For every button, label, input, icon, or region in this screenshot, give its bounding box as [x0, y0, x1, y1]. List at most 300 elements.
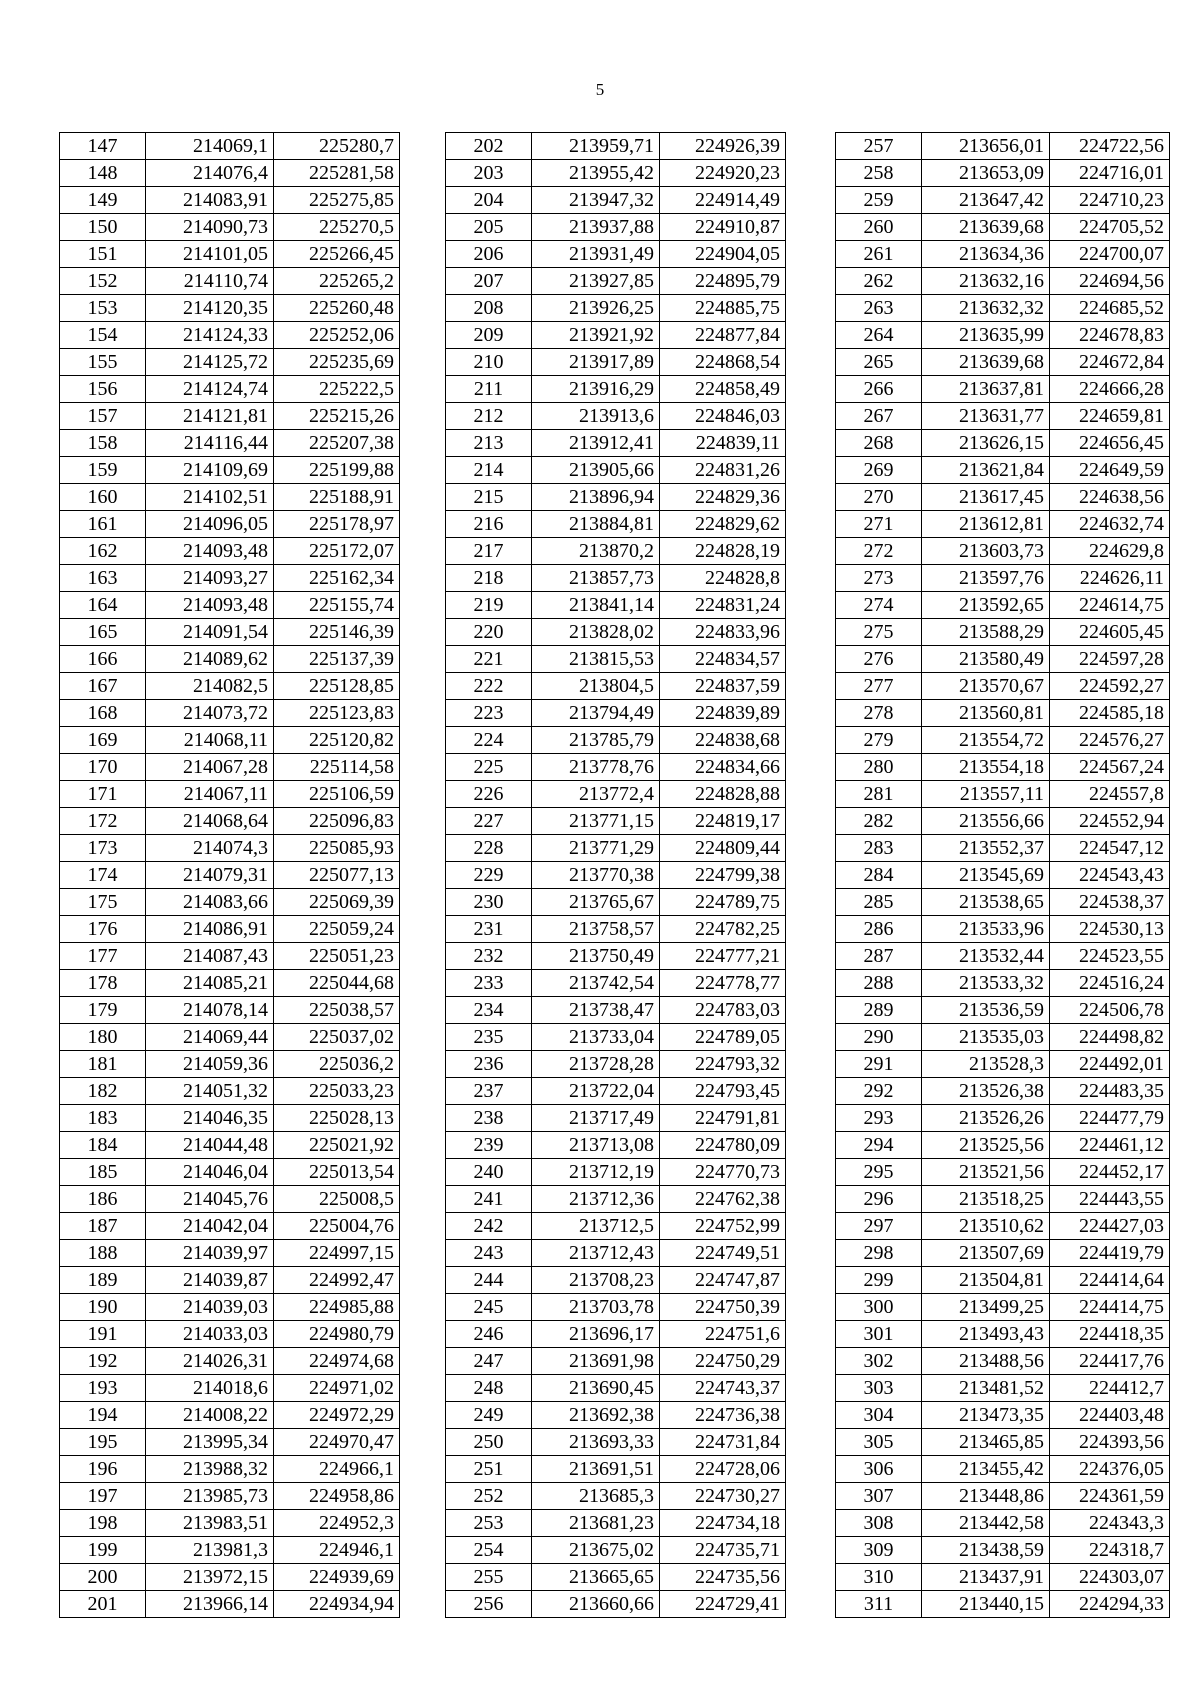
point-number-cell: 284: [836, 862, 922, 889]
point-number-cell: 218: [446, 565, 532, 592]
point-number-cell: 222: [446, 673, 532, 700]
table-row: [446, 970, 786, 997]
table-row: [60, 646, 400, 673]
table-row: [836, 403, 1170, 430]
point-number-cell: 250: [446, 1429, 532, 1456]
point-number-cell: 224: [446, 727, 532, 754]
y-coordinate-cell: 224710,23: [1050, 187, 1170, 214]
y-coordinate-cell: 224722,56: [1050, 133, 1170, 160]
point-number-cell: 157: [60, 403, 146, 430]
x-coordinate-cell: 213693,33: [532, 1429, 660, 1456]
x-coordinate-cell: 213535,03: [922, 1024, 1050, 1051]
table-row: [60, 1213, 400, 1240]
point-number-cell: 161: [60, 511, 146, 538]
x-coordinate-cell: 213621,84: [922, 457, 1050, 484]
point-number-cell: 171: [60, 781, 146, 808]
x-coordinate-cell: 213981,3: [146, 1537, 274, 1564]
x-coordinate-cell: 213557,11: [922, 781, 1050, 808]
y-coordinate-cell: 224716,01: [1050, 160, 1170, 187]
point-number-cell: 244: [446, 1267, 532, 1294]
y-coordinate-cell: 224819,17: [660, 808, 786, 835]
x-coordinate-cell: 213465,85: [922, 1429, 1050, 1456]
y-coordinate-cell: 225235,69: [274, 349, 400, 376]
table-row: [836, 1402, 1170, 1429]
table-row: [446, 1375, 786, 1402]
point-number-cell: 198: [60, 1510, 146, 1537]
y-coordinate-cell: 225096,83: [274, 808, 400, 835]
y-coordinate-cell: 225004,76: [274, 1213, 400, 1240]
y-coordinate-cell: 224877,84: [660, 322, 786, 349]
point-number-cell: 169: [60, 727, 146, 754]
point-number-cell: 264: [836, 322, 922, 349]
table-row: [60, 673, 400, 700]
x-coordinate-cell: 213857,73: [532, 565, 660, 592]
point-number-cell: 276: [836, 646, 922, 673]
point-number-cell: 310: [836, 1564, 922, 1591]
point-number-cell: 187: [60, 1213, 146, 1240]
x-coordinate-cell: 213947,32: [532, 187, 660, 214]
point-number-cell: 172: [60, 808, 146, 835]
x-coordinate-cell: 213438,59: [922, 1537, 1050, 1564]
point-number-cell: 288: [836, 970, 922, 997]
point-number-cell: 294: [836, 1132, 922, 1159]
table-row: [60, 187, 400, 214]
x-coordinate-cell: 213521,56: [922, 1159, 1050, 1186]
point-number-cell: 178: [60, 970, 146, 997]
table-row: [836, 484, 1170, 511]
y-coordinate-cell: 224576,27: [1050, 727, 1170, 754]
table-row: [446, 538, 786, 565]
x-coordinate-cell: 213765,67: [532, 889, 660, 916]
x-coordinate-cell: 213528,3: [922, 1051, 1050, 1078]
x-coordinate-cell: 213692,38: [532, 1402, 660, 1429]
table-row: [446, 754, 786, 781]
table-row: [836, 1240, 1170, 1267]
y-coordinate-cell: 224868,54: [660, 349, 786, 376]
x-coordinate-cell: 213794,49: [532, 700, 660, 727]
x-coordinate-cell: 213770,38: [532, 862, 660, 889]
y-coordinate-cell: 224530,13: [1050, 916, 1170, 943]
x-coordinate-cell: 213592,65: [922, 592, 1050, 619]
y-coordinate-cell: 224700,07: [1050, 241, 1170, 268]
x-coordinate-cell: 213778,76: [532, 754, 660, 781]
y-coordinate-cell: 224946,1: [274, 1537, 400, 1564]
table-row: [60, 1051, 400, 1078]
table-row: [836, 835, 1170, 862]
y-coordinate-cell: 224914,49: [660, 187, 786, 214]
y-coordinate-cell: 224752,99: [660, 1213, 786, 1240]
table-row: [446, 1483, 786, 1510]
point-number-cell: 289: [836, 997, 922, 1024]
point-number-cell: 233: [446, 970, 532, 997]
y-coordinate-cell: 225280,7: [274, 133, 400, 160]
table-row: [836, 1564, 1170, 1591]
table-row: [60, 1159, 400, 1186]
y-coordinate-cell: 225085,93: [274, 835, 400, 862]
table-row: [60, 349, 400, 376]
point-number-cell: 242: [446, 1213, 532, 1240]
x-coordinate-cell: 213690,45: [532, 1375, 660, 1402]
point-number-cell: 206: [446, 241, 532, 268]
point-number-cell: 214: [446, 457, 532, 484]
x-coordinate-cell: 213533,96: [922, 916, 1050, 943]
y-coordinate-cell: 224778,77: [660, 970, 786, 997]
point-number-cell: 219: [446, 592, 532, 619]
y-coordinate-cell: 224834,57: [660, 646, 786, 673]
table-row: [60, 835, 400, 862]
table-row: [446, 457, 786, 484]
y-coordinate-cell: 224538,37: [1050, 889, 1170, 916]
table-row: [836, 295, 1170, 322]
page-number: 5: [595, 80, 605, 99]
table-row: [446, 1051, 786, 1078]
point-number-cell: 149: [60, 187, 146, 214]
x-coordinate-cell: 213588,29: [922, 619, 1050, 646]
table-row: [836, 1132, 1170, 1159]
x-coordinate-cell: 213983,51: [146, 1510, 274, 1537]
x-coordinate-cell: 213712,36: [532, 1186, 660, 1213]
y-coordinate-cell: 225155,74: [274, 592, 400, 619]
point-number-cell: 173: [60, 835, 146, 862]
point-number-cell: 306: [836, 1456, 922, 1483]
table-row: [60, 214, 400, 241]
table-row: [60, 1267, 400, 1294]
table-row: [60, 700, 400, 727]
point-number-cell: 305: [836, 1429, 922, 1456]
y-coordinate-cell: 224731,84: [660, 1429, 786, 1456]
point-number-cell: 307: [836, 1483, 922, 1510]
table-row: [836, 1213, 1170, 1240]
x-coordinate-cell: 214026,31: [146, 1348, 274, 1375]
x-coordinate-cell: 213905,66: [532, 457, 660, 484]
table-row: [446, 1159, 786, 1186]
y-coordinate-cell: 224934,94: [274, 1591, 400, 1618]
x-coordinate-cell: 213536,59: [922, 997, 1050, 1024]
point-number-cell: 252: [446, 1483, 532, 1510]
table-row: [836, 1267, 1170, 1294]
table-row: [446, 1240, 786, 1267]
point-number-cell: 279: [836, 727, 922, 754]
x-coordinate-cell: 213473,35: [922, 1402, 1050, 1429]
x-coordinate-cell: 213921,92: [532, 322, 660, 349]
table-row: [446, 1402, 786, 1429]
table-row: [60, 160, 400, 187]
x-coordinate-cell: 214124,33: [146, 322, 274, 349]
point-number-cell: 256: [446, 1591, 532, 1618]
point-number-cell: 291: [836, 1051, 922, 1078]
table-row: [446, 484, 786, 511]
y-coordinate-cell: 224829,62: [660, 511, 786, 538]
x-coordinate-cell: 213570,67: [922, 673, 1050, 700]
point-number-cell: 217: [446, 538, 532, 565]
table-row: [446, 1105, 786, 1132]
point-number-cell: 295: [836, 1159, 922, 1186]
y-coordinate-cell: 224780,09: [660, 1132, 786, 1159]
table-row: [60, 1240, 400, 1267]
y-coordinate-cell: 224904,05: [660, 241, 786, 268]
x-coordinate-cell: 213917,89: [532, 349, 660, 376]
y-coordinate-cell: 224516,24: [1050, 970, 1170, 997]
point-number-cell: 272: [836, 538, 922, 565]
point-number-cell: 182: [60, 1078, 146, 1105]
table-row: [446, 1321, 786, 1348]
x-coordinate-cell: 214109,69: [146, 457, 274, 484]
y-coordinate-cell: 225114,58: [274, 754, 400, 781]
x-coordinate-cell: 213703,78: [532, 1294, 660, 1321]
x-coordinate-cell: 213995,34: [146, 1429, 274, 1456]
point-number-cell: 177: [60, 943, 146, 970]
y-coordinate-cell: 224829,36: [660, 484, 786, 511]
x-coordinate-cell: 213632,32: [922, 295, 1050, 322]
y-coordinate-cell: 225038,57: [274, 997, 400, 1024]
y-coordinate-cell: 224649,59: [1050, 457, 1170, 484]
table-row: [446, 565, 786, 592]
point-number-cell: 209: [446, 322, 532, 349]
x-coordinate-cell: 213525,56: [922, 1132, 1050, 1159]
table-row: [60, 1078, 400, 1105]
point-number-cell: 238: [446, 1105, 532, 1132]
x-coordinate-cell: 213927,85: [532, 268, 660, 295]
table-row: [446, 835, 786, 862]
x-coordinate-cell: 213554,72: [922, 727, 1050, 754]
table-row: [60, 1537, 400, 1564]
y-coordinate-cell: 224751,6: [660, 1321, 786, 1348]
y-coordinate-cell: 224443,55: [1050, 1186, 1170, 1213]
point-number-cell: 283: [836, 835, 922, 862]
x-coordinate-cell: 213448,86: [922, 1483, 1050, 1510]
table-row: [836, 1456, 1170, 1483]
y-coordinate-cell: 224770,73: [660, 1159, 786, 1186]
x-coordinate-cell: 213931,49: [532, 241, 660, 268]
x-coordinate-cell: 213639,68: [922, 349, 1050, 376]
table-row: [836, 376, 1170, 403]
y-coordinate-cell: 224838,68: [660, 727, 786, 754]
x-coordinate-cell: 214087,43: [146, 943, 274, 970]
x-coordinate-cell: 213493,43: [922, 1321, 1050, 1348]
point-number-cell: 236: [446, 1051, 532, 1078]
table-row: [836, 943, 1170, 970]
x-coordinate-cell: 213612,81: [922, 511, 1050, 538]
table-row: [446, 1429, 786, 1456]
y-coordinate-cell: 224952,3: [274, 1510, 400, 1537]
table-row: [836, 1186, 1170, 1213]
y-coordinate-cell: 224557,8: [1050, 781, 1170, 808]
point-number-cell: 298: [836, 1240, 922, 1267]
y-coordinate-cell: 224585,18: [1050, 700, 1170, 727]
point-number-cell: 241: [446, 1186, 532, 1213]
x-coordinate-cell: 213959,71: [532, 133, 660, 160]
y-coordinate-cell: 225037,02: [274, 1024, 400, 1051]
y-coordinate-cell: 224427,03: [1050, 1213, 1170, 1240]
point-number-cell: 155: [60, 349, 146, 376]
point-number-cell: 202: [446, 133, 532, 160]
x-coordinate-cell: 213481,52: [922, 1375, 1050, 1402]
table-row: [446, 943, 786, 970]
y-coordinate-cell: 224828,8: [660, 565, 786, 592]
point-number-cell: 164: [60, 592, 146, 619]
table-row: [836, 511, 1170, 538]
table-row: [60, 1591, 400, 1618]
point-number-cell: 258: [836, 160, 922, 187]
y-coordinate-cell: 224828,88: [660, 781, 786, 808]
point-number-cell: 216: [446, 511, 532, 538]
point-number-cell: 205: [446, 214, 532, 241]
y-coordinate-cell: 224980,79: [274, 1321, 400, 1348]
x-coordinate-cell: 214073,72: [146, 700, 274, 727]
table-row: [446, 889, 786, 916]
point-number-cell: 304: [836, 1402, 922, 1429]
y-coordinate-cell: 224997,15: [274, 1240, 400, 1267]
table-row: [446, 376, 786, 403]
y-coordinate-cell: 224728,06: [660, 1456, 786, 1483]
y-coordinate-cell: 225120,82: [274, 727, 400, 754]
table-row: [446, 997, 786, 1024]
y-coordinate-cell: 224567,24: [1050, 754, 1170, 781]
x-coordinate-cell: 213966,14: [146, 1591, 274, 1618]
y-coordinate-cell: 224418,35: [1050, 1321, 1170, 1348]
point-number-cell: 184: [60, 1132, 146, 1159]
point-number-cell: 229: [446, 862, 532, 889]
y-coordinate-cell: 225146,39: [274, 619, 400, 646]
x-coordinate-cell: 213728,28: [532, 1051, 660, 1078]
x-coordinate-cell: 213972,15: [146, 1564, 274, 1591]
y-coordinate-cell: 224735,71: [660, 1537, 786, 1564]
table-row: [836, 1375, 1170, 1402]
table-row: [446, 1078, 786, 1105]
point-number-cell: 201: [60, 1591, 146, 1618]
y-coordinate-cell: 224837,59: [660, 673, 786, 700]
x-coordinate-cell: 213708,23: [532, 1267, 660, 1294]
point-number-cell: 254: [446, 1537, 532, 1564]
coordinates-table-2: [445, 132, 786, 1618]
point-number-cell: 213: [446, 430, 532, 457]
x-coordinate-cell: 214116,44: [146, 430, 274, 457]
y-coordinate-cell: 225275,85: [274, 187, 400, 214]
y-coordinate-cell: 225199,88: [274, 457, 400, 484]
x-coordinate-cell: 213560,81: [922, 700, 1050, 727]
y-coordinate-cell: 224694,56: [1050, 268, 1170, 295]
x-coordinate-cell: 213937,88: [532, 214, 660, 241]
x-coordinate-cell: 213691,98: [532, 1348, 660, 1375]
table-row: [836, 727, 1170, 754]
point-number-cell: 189: [60, 1267, 146, 1294]
x-coordinate-cell: 214121,81: [146, 403, 274, 430]
x-coordinate-cell: 213955,42: [532, 160, 660, 187]
x-coordinate-cell: 213504,81: [922, 1267, 1050, 1294]
table-row: [446, 727, 786, 754]
y-coordinate-cell: 225051,23: [274, 943, 400, 970]
y-coordinate-cell: 224452,17: [1050, 1159, 1170, 1186]
x-coordinate-cell: 213717,49: [532, 1105, 660, 1132]
y-coordinate-cell: 225266,45: [274, 241, 400, 268]
y-coordinate-cell: 224547,12: [1050, 835, 1170, 862]
table-row: [446, 673, 786, 700]
table-row: [446, 700, 786, 727]
y-coordinate-cell: 224552,94: [1050, 808, 1170, 835]
x-coordinate-cell: 214101,05: [146, 241, 274, 268]
table-row: [60, 565, 400, 592]
x-coordinate-cell: 214093,27: [146, 565, 274, 592]
x-coordinate-cell: 213681,23: [532, 1510, 660, 1537]
x-coordinate-cell: 214068,64: [146, 808, 274, 835]
table-row: [60, 133, 400, 160]
point-number-cell: 211: [446, 376, 532, 403]
table-row: [60, 1186, 400, 1213]
point-number-cell: 311: [836, 1591, 922, 1618]
y-coordinate-cell: 224403,48: [1050, 1402, 1170, 1429]
point-number-cell: 228: [446, 835, 532, 862]
point-number-cell: 263: [836, 295, 922, 322]
x-coordinate-cell: 213691,51: [532, 1456, 660, 1483]
table-row: [836, 187, 1170, 214]
y-coordinate-cell: 224910,87: [660, 214, 786, 241]
point-number-cell: 176: [60, 916, 146, 943]
point-number-cell: 191: [60, 1321, 146, 1348]
y-coordinate-cell: 225215,26: [274, 403, 400, 430]
point-number-cell: 301: [836, 1321, 922, 1348]
x-coordinate-cell: 214085,21: [146, 970, 274, 997]
point-number-cell: 257: [836, 133, 922, 160]
y-coordinate-cell: 224791,81: [660, 1105, 786, 1132]
x-coordinate-cell: 214110,74: [146, 268, 274, 295]
y-coordinate-cell: 225069,39: [274, 889, 400, 916]
y-coordinate-cell: 224992,47: [274, 1267, 400, 1294]
point-number-cell: 162: [60, 538, 146, 565]
table-row: [836, 160, 1170, 187]
point-number-cell: 220: [446, 619, 532, 646]
point-number-cell: 170: [60, 754, 146, 781]
point-number-cell: 183: [60, 1105, 146, 1132]
y-coordinate-cell: 224376,05: [1050, 1456, 1170, 1483]
x-coordinate-cell: 213556,66: [922, 808, 1050, 835]
table-row: [446, 808, 786, 835]
point-number-cell: 260: [836, 214, 922, 241]
table-row: [60, 727, 400, 754]
point-number-cell: 225: [446, 754, 532, 781]
table-row: [60, 1483, 400, 1510]
point-number-cell: 153: [60, 295, 146, 322]
point-number-cell: 227: [446, 808, 532, 835]
x-coordinate-cell: 213985,73: [146, 1483, 274, 1510]
table-row: [836, 268, 1170, 295]
y-coordinate-cell: 224412,7: [1050, 1375, 1170, 1402]
point-number-cell: 290: [836, 1024, 922, 1051]
table-row: [446, 862, 786, 889]
y-coordinate-cell: 224846,03: [660, 403, 786, 430]
y-coordinate-cell: 224783,03: [660, 997, 786, 1024]
point-number-cell: 194: [60, 1402, 146, 1429]
x-coordinate-cell: 213815,53: [532, 646, 660, 673]
table-row: [836, 457, 1170, 484]
point-number-cell: 245: [446, 1294, 532, 1321]
x-coordinate-cell: 213440,15: [922, 1591, 1050, 1618]
x-coordinate-cell: 213634,36: [922, 241, 1050, 268]
point-number-cell: 154: [60, 322, 146, 349]
table-row: [60, 484, 400, 511]
point-number-cell: 212: [446, 403, 532, 430]
y-coordinate-cell: 224705,52: [1050, 214, 1170, 241]
table-row: [836, 862, 1170, 889]
y-coordinate-cell: 225013,54: [274, 1159, 400, 1186]
table-row: [446, 1456, 786, 1483]
table-row: [836, 646, 1170, 673]
point-number-cell: 280: [836, 754, 922, 781]
table-row: [446, 187, 786, 214]
x-coordinate-cell: 213499,25: [922, 1294, 1050, 1321]
x-coordinate-cell: 213742,54: [532, 970, 660, 997]
x-coordinate-cell: 213712,19: [532, 1159, 660, 1186]
point-number-cell: 251: [446, 1456, 532, 1483]
